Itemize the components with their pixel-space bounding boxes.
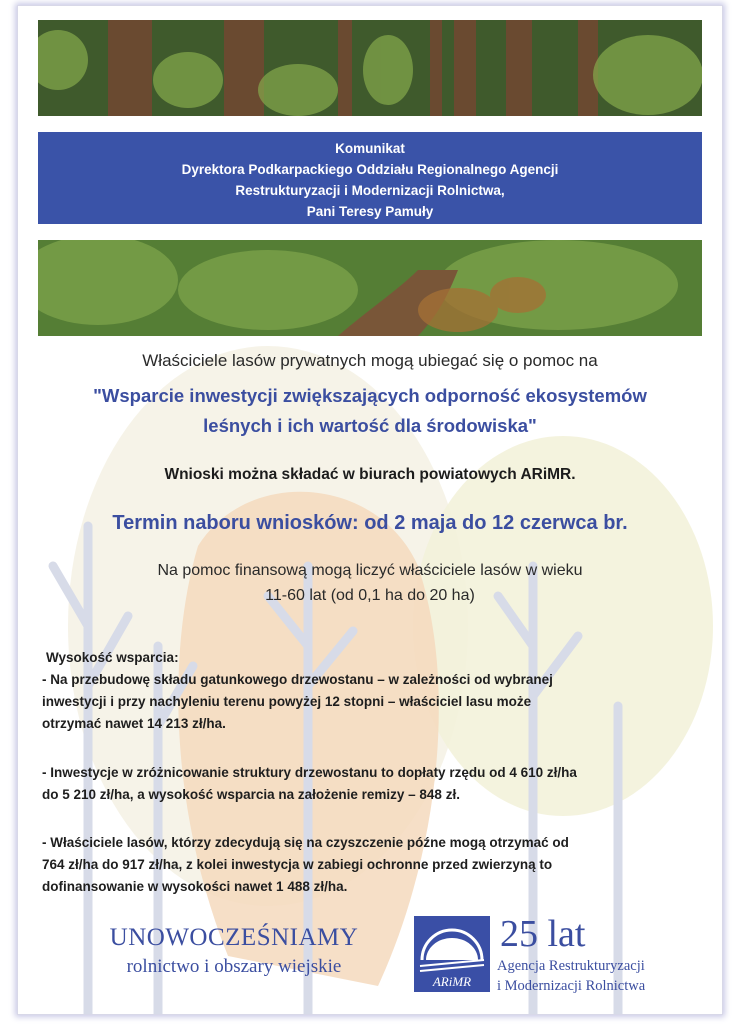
eligibility-line-2: 11-60 lat (od 0,1 ha do 20 ha) — [265, 587, 475, 604]
agency-name-line-2: i Modernizacji Rolnictwa — [497, 978, 646, 994]
header-line-4: Pani Teresy Pamuły — [306, 204, 434, 219]
agency-name-line-1: Agencja Restrukturyzacji — [497, 958, 645, 974]
slogan-line-2: rolnictwo i obszary wiejskie — [126, 956, 342, 977]
header-line-3: Restrukturyzacji i Modernizacji Rolnictwa, — [235, 183, 505, 198]
support-p2-line-1: - Inwestycje w zróżnicowanie struktury drzewostanu to dopłaty rzędu od 4 610 zł/ha — [42, 765, 577, 780]
support-p1-line-1: - Na przebudowę składu gatunkowego drzewostanu – w zależności od wybranej — [42, 672, 553, 687]
program-title-line-1: "Wsparcie inwestycji zwiększających odporność ekosystemów — [93, 385, 647, 406]
support-p3-line-1: - Właściciele lasów, którzy zdecydują się na czyszczenie późne mogą otrzymać od — [42, 835, 569, 850]
support-p2-line-2: do 5 210 zł/ha, a wysokość wsparcia na założenie remizy – 848 zł. — [42, 787, 460, 802]
support-p3-line-3: dofinansowanie w wysokości nawet 1 488 zł/ha. — [42, 879, 348, 894]
submission-info: Wnioski można składać w biurach powiatowych ARiMR. — [164, 466, 576, 483]
header-line-2: Dyrektora Podkarpackiego Oddziału Regionalnego Agencji — [181, 162, 559, 177]
anniversary-text: 25 lat — [500, 913, 586, 955]
deadline-text: Termin naboru wniosków: od 2 maja do 12 czerwca br. — [112, 512, 628, 534]
eligibility-line-1: Na pomoc finansową mogą liczyć właściciele lasów w wieku — [157, 562, 583, 579]
logo-text: ARiMR — [432, 974, 472, 989]
header-line-1: Komunikat — [335, 141, 405, 156]
slogan-line-1: UNOWOCZEŚNIAMY — [109, 924, 359, 951]
support-p1-line-2: inwestycji i przy nachyleniu terenu powyżej 12 stopni – właściciel lasu może — [42, 694, 532, 709]
poster — [18, 6, 722, 1014]
intro-text: Właściciele lasów prywatnych mogą ubiegać się o pomoc na — [142, 351, 598, 370]
arimr-logo — [414, 916, 490, 992]
support-p1-line-3: otrzymać nawet 14 213 zł/ha. — [42, 716, 226, 731]
program-title-line-2: leśnych i ich wartość dla środowiska" — [203, 415, 537, 436]
support-p3-line-2: 764 zł/ha do 917 zł/ha, z kolei inwestycja w zabiegi ochronne przed zwierzyną to — [42, 857, 553, 872]
slogan — [84, 924, 384, 978]
support-heading: Wysokość wsparcia: — [46, 650, 179, 665]
